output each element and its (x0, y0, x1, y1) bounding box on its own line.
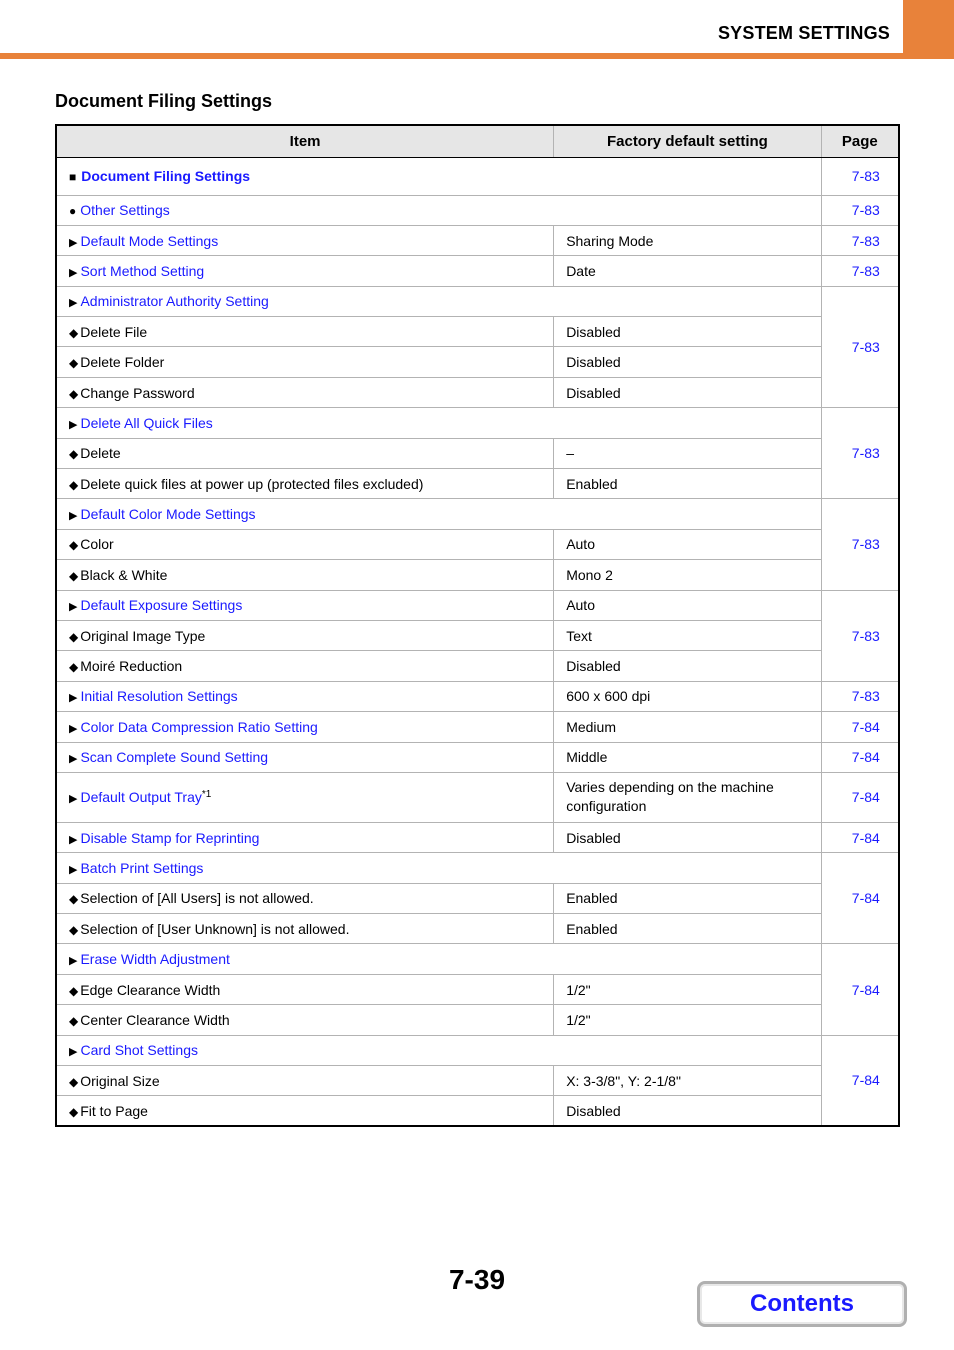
table-row (56, 408, 899, 438)
item-cell (56, 853, 821, 883)
triangle-bullet-icon: ▶ (69, 601, 78, 614)
page-link[interactable]: 7-84 (821, 822, 899, 852)
column-header-item: Item (56, 125, 554, 157)
link-card-shot-settings[interactable]: Card Shot Settings (80, 1042, 198, 1059)
diamond-bullet-icon: ◆ (69, 1013, 79, 1028)
diamond-bullet-icon: ◆ (69, 983, 79, 998)
item-label: Edge Clearance Width (80, 981, 221, 998)
page-link[interactable]: 7-83 (821, 408, 899, 499)
item-label: Color (80, 536, 114, 553)
diamond-bullet-icon: ◆ (69, 922, 79, 937)
default-value: – (554, 438, 821, 468)
triangle-bullet-icon: ▶ (69, 692, 78, 705)
link-erase-width-adjustment[interactable]: Erase Width Adjustment (80, 951, 230, 968)
triangle-bullet-icon: ▶ (69, 793, 78, 806)
triangle-bullet-icon: ▶ (69, 722, 78, 735)
page-link[interactable]: 7-83 (821, 256, 899, 286)
item-cell (56, 883, 554, 913)
item-cell (56, 681, 554, 711)
page-link[interactable]: 7-84 (821, 944, 899, 1035)
table-row (56, 712, 899, 742)
link-default-mode-settings[interactable]: Default Mode Settings (80, 232, 219, 249)
default-value: Date (554, 256, 821, 286)
item-cell (56, 408, 821, 438)
item-label: Black & White (80, 566, 168, 583)
item-cell (56, 1066, 554, 1096)
link-document-filing-settings[interactable]: Document Filing Settings (81, 168, 251, 184)
item-cell (56, 256, 554, 286)
triangle-bullet-icon: ▶ (69, 753, 78, 766)
diamond-bullet-icon: ◆ (69, 568, 79, 583)
item-cell (56, 225, 554, 255)
page-link[interactable]: 7-84 (821, 853, 899, 944)
item-label: Original Size (80, 1072, 160, 1089)
table-row (56, 1035, 899, 1065)
link-batch-print-settings[interactable]: Batch Print Settings (80, 860, 204, 876)
section-title: Document Filing Settings (55, 91, 273, 111)
item-label: Selection of [User Unknown] is not allowed. (80, 920, 350, 937)
page-link[interactable]: 7-83 (821, 157, 899, 195)
default-value: Varies depending on the machine configuration (554, 772, 821, 822)
table-row (56, 560, 899, 590)
square-bullet-icon: ■ (69, 170, 77, 184)
link-default-color-mode-settings[interactable]: Default Color Mode Settings (80, 506, 256, 523)
item-cell (56, 620, 554, 650)
item-cell (56, 590, 554, 620)
link-other-settings[interactable]: Other Settings (80, 202, 170, 219)
item-label: Original Image Type (80, 627, 206, 644)
link-scan-complete-sound-setting[interactable]: Scan Complete Sound Setting (80, 749, 269, 766)
diamond-bullet-icon: ◆ (69, 892, 79, 907)
link-disable-stamp-for-reprinting[interactable]: Disable Stamp for Reprinting (80, 829, 260, 846)
diamond-bullet-icon: ◆ (69, 1104, 79, 1119)
table-row (56, 469, 899, 499)
item-cell (56, 499, 821, 529)
diamond-bullet-icon: ◆ (69, 477, 79, 492)
triangle-bullet-icon: ▶ (69, 418, 78, 431)
default-value: Middle (554, 742, 821, 772)
table-row (56, 883, 899, 913)
item-cell (56, 651, 554, 681)
link-delete-all-quick-files[interactable]: Delete All Quick Files (80, 414, 213, 431)
table-row (56, 195, 899, 225)
default-value: 1/2" (554, 1005, 821, 1035)
page-link[interactable]: 7-83 (821, 681, 899, 711)
table-row (56, 529, 899, 559)
table-row (56, 1066, 899, 1096)
item-label: Delete Folder (80, 354, 165, 371)
triangle-bullet-icon: ▶ (69, 510, 78, 523)
footnote-marker: *1 (201, 789, 212, 801)
item-cell (56, 438, 554, 468)
page-link[interactable]: 7-83 (821, 499, 899, 590)
item-cell (56, 944, 821, 974)
item-cell (56, 712, 554, 742)
default-value: Disabled (554, 822, 821, 852)
table-row (56, 681, 899, 711)
item-label: Moiré Reduction (80, 658, 183, 675)
diamond-bullet-icon: ◆ (69, 660, 79, 675)
table-row (56, 157, 899, 195)
default-value: Text (554, 620, 821, 650)
table-row (56, 914, 899, 944)
contents-button[interactable]: Contents (697, 1281, 907, 1327)
column-header-page: Page (821, 125, 899, 157)
default-value: Auto (554, 590, 821, 620)
default-value: Disabled (554, 347, 821, 377)
diamond-bullet-icon: ◆ (69, 629, 79, 644)
item-label: Change Password (80, 384, 195, 401)
table-header-row (56, 125, 899, 157)
item-cell (56, 914, 554, 944)
page-link[interactable]: 7-83 (821, 590, 899, 681)
triangle-bullet-icon: ▶ (69, 266, 78, 279)
table-row (56, 742, 899, 772)
settings-table (55, 124, 900, 1127)
page-link[interactable]: 7-84 (821, 772, 899, 822)
default-value: Mono 2 (554, 560, 821, 590)
table-row (56, 772, 899, 822)
default-value: Disabled (554, 317, 821, 347)
item-cell (56, 347, 554, 377)
table-row (56, 499, 899, 529)
table-row (56, 651, 899, 681)
item-cell (56, 772, 554, 822)
item-cell (56, 195, 821, 225)
default-value: X: 3-3/8", Y: 2-1/8" (554, 1066, 821, 1096)
diamond-bullet-icon: ◆ (69, 447, 79, 462)
item-cell (56, 1035, 821, 1065)
triangle-bullet-icon: ▶ (69, 297, 78, 310)
link-sort-method-setting[interactable]: Sort Method Setting (80, 262, 205, 279)
header-rule (0, 53, 954, 59)
item-cell (56, 1096, 554, 1126)
diamond-bullet-icon: ◆ (69, 538, 79, 553)
item-cell (56, 317, 554, 347)
link-default-exposure-settings[interactable]: Default Exposure Settings (80, 597, 243, 614)
page-number: 7-39 (448, 1264, 506, 1295)
item-label: Center Clearance Width (80, 1011, 230, 1028)
default-value: Enabled (554, 914, 821, 944)
circle-bullet-icon: ● (69, 204, 77, 219)
link-color-data-compression-ratio-setting[interactable]: Color Data Compression Ratio Setting (80, 718, 318, 735)
page-link[interactable]: 7-83 (821, 286, 899, 408)
default-value: 600 x 600 dpi (554, 681, 821, 711)
table-row (56, 438, 899, 468)
link-initial-resolution-settings[interactable]: Initial Resolution Settings (80, 688, 238, 705)
diamond-bullet-icon: ◆ (69, 386, 79, 401)
item-label: Delete File (80, 323, 148, 340)
table-row (56, 225, 899, 255)
page-link[interactable]: 7-83 (821, 225, 899, 255)
link-default-output-tray[interactable]: Default Output Tray (80, 789, 202, 806)
diamond-bullet-icon: ◆ (69, 356, 79, 371)
default-value: Disabled (554, 1096, 821, 1126)
item-label: Delete (80, 445, 121, 462)
table-row (56, 822, 899, 852)
triangle-bullet-icon: ▶ (69, 864, 78, 876)
item-cell (56, 822, 554, 852)
table-row (56, 377, 899, 407)
item-cell (56, 157, 821, 195)
item-cell (56, 286, 821, 316)
table-row (56, 944, 899, 974)
item-label: Selection of [All Users] is not allowed. (80, 890, 314, 907)
triangle-bullet-icon: ▶ (69, 1046, 78, 1059)
item-cell (56, 469, 554, 499)
item-cell (56, 560, 554, 590)
item-label: Fit to Page (80, 1102, 148, 1119)
default-value: Medium (554, 712, 821, 742)
table-row (56, 347, 899, 377)
triangle-bullet-icon: ▶ (69, 955, 78, 968)
item-label: Delete quick files at power up (protected files excluded) (80, 475, 424, 492)
table-row (56, 286, 899, 316)
page-link[interactable]: 7-84 (821, 1035, 899, 1126)
table-row (56, 1005, 899, 1035)
table-row (56, 256, 899, 286)
triangle-bullet-icon: ▶ (69, 236, 78, 249)
diamond-bullet-icon: ◆ (69, 1074, 79, 1089)
chapter-title: SYSTEM SETTINGS (717, 23, 890, 43)
default-value: Enabled (554, 469, 821, 499)
table-row (56, 1096, 899, 1126)
column-header-default: Factory default setting (554, 125, 821, 157)
item-cell (56, 1005, 554, 1035)
default-value: Sharing Mode (554, 225, 821, 255)
page-link[interactable]: 7-84 (821, 712, 899, 742)
table-row (56, 317, 899, 347)
item-cell (56, 742, 554, 772)
page-link[interactable]: 7-84 (821, 742, 899, 772)
default-value: 1/2" (554, 974, 821, 1004)
item-cell (56, 529, 554, 559)
default-value: Auto (554, 529, 821, 559)
page-link[interactable]: 7-83 (821, 195, 899, 225)
default-value: Disabled (554, 651, 821, 681)
item-cell (56, 974, 554, 1004)
table-row (56, 590, 899, 620)
link-administrator-authority-setting[interactable]: Administrator Authority Setting (80, 293, 269, 310)
diamond-bullet-icon: ◆ (69, 325, 79, 340)
table-row (56, 853, 899, 883)
table-row (56, 620, 899, 650)
item-cell (56, 377, 554, 407)
table-row (56, 974, 899, 1004)
default-value: Enabled (554, 883, 821, 913)
header-tab (903, 0, 954, 59)
triangle-bullet-icon: ▶ (69, 833, 78, 846)
default-value: Disabled (554, 377, 821, 407)
